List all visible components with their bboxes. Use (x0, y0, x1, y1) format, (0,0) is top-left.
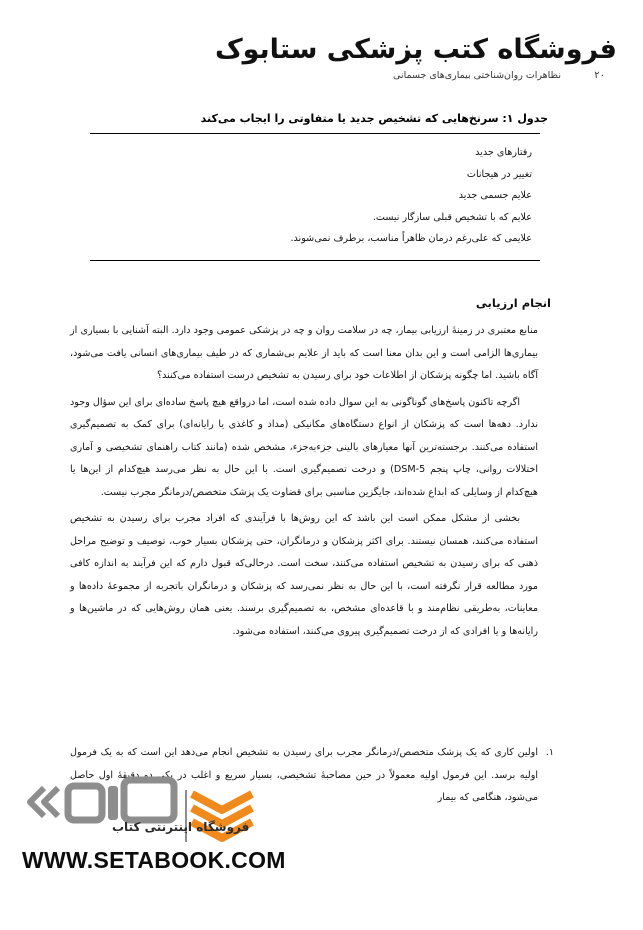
body-paragraph: اگرچه تاکنون پاسخ‌های گوناگونی به این سوال داده شده است، اما درواقع هیچ پاسخ ساده‌ای برای این سؤال وجود ندارد. دهه‌ها است که پزشکان از انواع دستگاه‌های مکانیکی (مداد و کاغذی یا رایانه‌ای) برای کمک به تصمیم‌گیری استفاده می‌کنند. برجسته‌ترین آنها معیارهای بالینی جزءبه‌جزء، مشخص شده (مانند کتاب راهنمای تشخیصی و آماری اختلالات روانی، چاپ پنجم DSM-5) و درخت تصمیم‌گیری است. با این حال به نظر می‌رسد هیچ‌کدام از این‌ها یا هیچ‌کدام از وسایلی که ابداع شده‌اند، جایگزین مناسبی برای قضاوت یک پزشک متخصص/درمانگر مجرب نیست. (70, 396, 539, 498)
table-row: علایم جسمی جدید (458, 190, 532, 201)
body-text (70, 320, 538, 647)
section-heading: انجام ارزیابی (475, 296, 551, 310)
list-item-text: اولین کاری که یک پزشک متخصص/درمانگر مجرب برای رسیدن به تشخیص انجام می‌دهد این است که به یک فرمول اولیه برسد. این فرمول اولیه معمولاً در حین مصاحبهٔ تشخیصی، بسیار سریع و اغلب در یکی دو دقیقهٔ اول حاصل می‌شود، هنگامی که بیمار (70, 747, 538, 803)
table-row: رفتارهای جدید (475, 147, 532, 158)
running-title: نظاهرات روان‌شناختی بیماری‌های جسمانی (393, 70, 561, 81)
table-row: علایم که با تشخیص قبلی سازگار نیست. (372, 211, 532, 223)
site-title: فروشگاه کتب پزشکی ستابوک (214, 34, 617, 65)
table-caption: جدول ۱: سرنخ‌هایی که تشخیص جدید یا متفاوتی را ایجاب می‌کند (200, 112, 548, 125)
running-header (63, 70, 605, 86)
body-paragraph: بخشی از مشکل ممکن است این باشد که این روش‌ها با فرآیندی که افراد مجرب برای رسیدن به تشخیص استفاده می‌کنند، همسان نیستند. برای اکثر پزشکان و درمانگران، حتی پزشکان بسیار خوب، توصیف و توضیح مراحل ذهنی که برای رسیدن به تشخیص استفاده می‌کنند، سخت است. درحالی‌که قبول دارم که این فرآیند به اندازه کافی مورد مطالعه قرار نگرفته است، با این حال به نظر نمی‌رسد که پزشکان و درمانگران باتجربه از مجموعهٔ داده‌ها و معاینات، به‌طریقی نظام‌مند و با قاعده‌ای مشخص، به تصمیم‌گیری برسند. یعنی همان روش‌هایی که در ماشین‌ها و رایانه‌ها و یا افرادی که از درخت تصمیم‌گیری پیروی می‌کنند، استفاده می‌شود. (70, 513, 538, 637)
table-row: تغییر در هیجانات (466, 168, 532, 180)
page-number: ۲۰ (594, 70, 605, 81)
list-number: ۱. (545, 747, 554, 758)
setabook-watermark (0, 770, 320, 930)
table-row: علایمی که علی‌رغم درمان ظاهراً مناسب، برطرف نمی‌شوند. (290, 233, 532, 244)
body-paragraph: منابع معتبری در زمینهٔ ارزیابی بیمار، چه در سلامت روان و چه در پزشکی عمومی وجود دارد. البته آشنایی با بسیاری از بیماری‌ها الزامی است و این بدان معنا است که باید از علایم بی‌شماری که در طیف بیماری‌های انسانی یافت می‌شود، آگاه باشید. اما چگونه پزشکان از اطلاعات خود برای رسیدن به تشخیص درست استفاده می‌کنند؟ (70, 325, 538, 381)
watermark-url: WWW.SETABOOK.COM (22, 847, 286, 873)
clues-table (90, 133, 540, 261)
watermark-caption: فروشگاه اینترنتی کتاب (112, 820, 250, 834)
